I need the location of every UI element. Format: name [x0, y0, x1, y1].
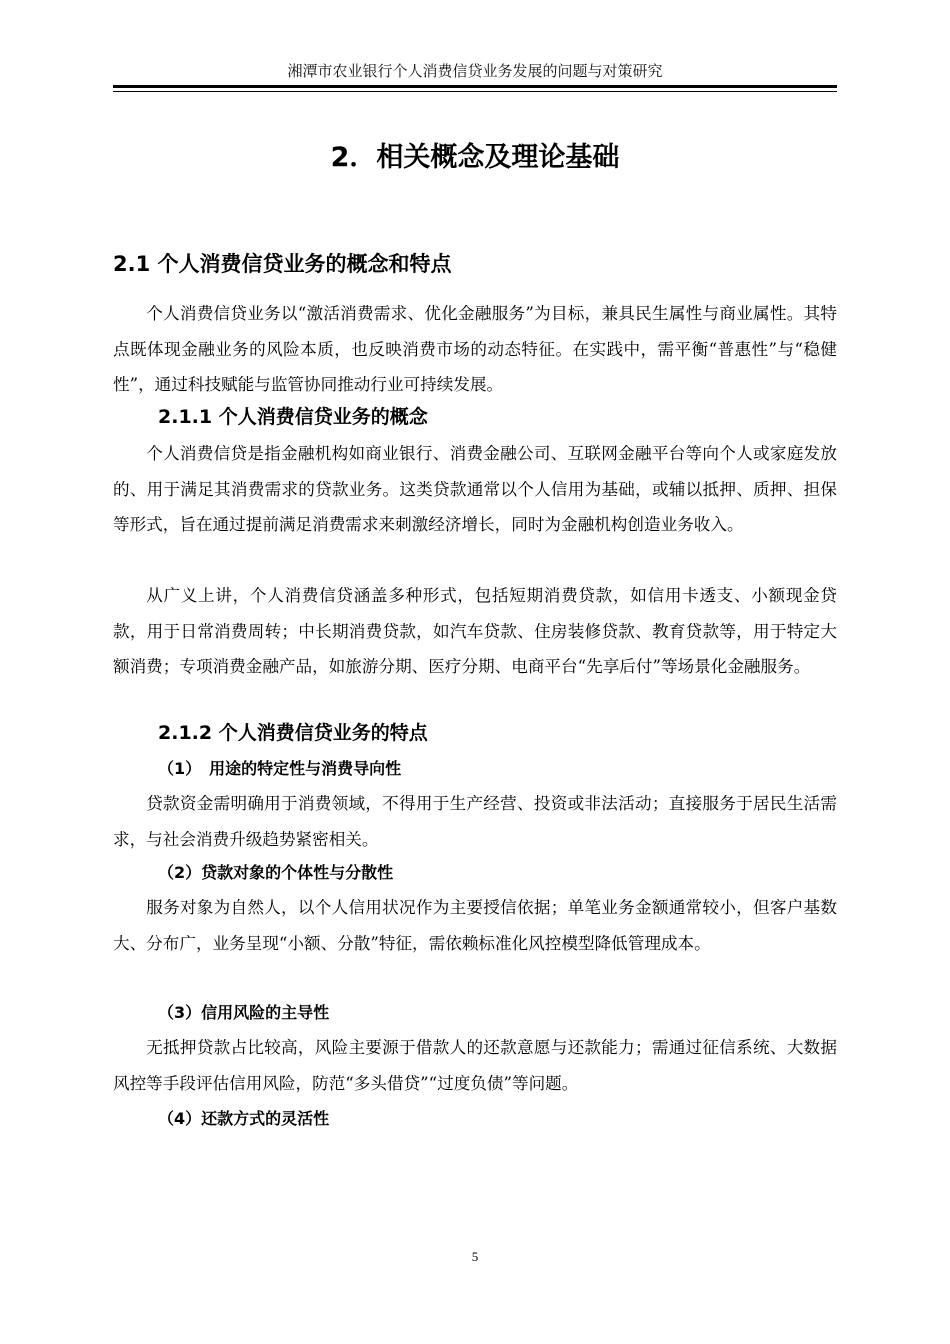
section-title-2-1: 2.1 个人消费信贷业务的概念和特点	[113, 252, 452, 276]
subsection-title-2-1-1: 2.1.1 个人消费信贷业务的概念	[158, 406, 428, 428]
subsection-title-2-1-2: 2.1.2 个人消费信贷业务的特点	[158, 722, 428, 744]
feature-item-text-1: 贷款资金需明确用于消费领域，不得用于生产经营、投资或非法活动；直接服务于居民生活需求，与社会消费升级趋势紧密相关。	[113, 794, 837, 849]
feature-item-title-1: （1） 用途的特定性与消费导向性	[158, 759, 402, 778]
section-2-1-intro-paragraph: 个人消费信贷业务以“激活消费需求、优化金融服务”为目标，兼具民生属性与商业属性。其特点既体现金融业务的风险本质，也反映消费市场的动态特征。在实践中，需平衡“普惠性”与“稳健性”，通过科技赋能与监管协同推动行业可持续发展。	[113, 304, 837, 394]
running-header: 湘潭市农业银行个人消费信贷业务发展的问题与对策研究	[287, 62, 663, 80]
chapter-title: 2．相关概念及理论基础	[330, 142, 620, 173]
page-number: 5	[471, 1249, 479, 1264]
header-rule-thick	[113, 85, 837, 88]
concept-paragraph-2: 从广义上讲，个人消费信贷涵盖多种形式，包括短期消费贷款，如信用卡透支、小额现金贷款，用于日常消费周转；中长期消费贷款，如汽车贷款、住房装修贷款、教育贷款等，用于特定大额消费；专项消费金融产品，如旅游分期、医疗分期、电商平台“先享后付”等场景化金融服务。	[113, 586, 837, 676]
feature-item-text-2: 服务对象为自然人，以个人信用状况作为主要授信依据；单笔业务金额通常较小，但客户基数大、分布广，业务呈现“小额、分散”特征，需依赖标准化风控模型降低管理成本。	[113, 898, 837, 953]
concept-paragraph-1: 个人消费信贷是指金融机构如商业银行、消费金融公司、互联网金融平台等向个人或家庭发放的、用于满足其消费需求的贷款业务。这类贷款通常以个人信用为基础，或辅以抵押、质押、担保等形式，旨在通过提前满足消费需求来刺激经济增长，同时为金融机构创造业务收入。	[113, 444, 837, 534]
feature-item-title-4: （4）还款方式的灵活性	[158, 1109, 330, 1128]
feature-item-text-3: 无抵押贷款占比较高，风险主要源于借款人的还款意愿与还款能力；需通过征信系统、大数据风控等手段评估信用风险，防范“多头借贷”“过度负债”等问题。	[113, 1038, 837, 1093]
feature-item-title-2: （2）贷款对象的个体性与分散性	[158, 863, 394, 882]
header-rule-thin	[113, 91, 837, 92]
feature-item-title-3: （3）信用风险的主导性	[158, 1003, 330, 1022]
